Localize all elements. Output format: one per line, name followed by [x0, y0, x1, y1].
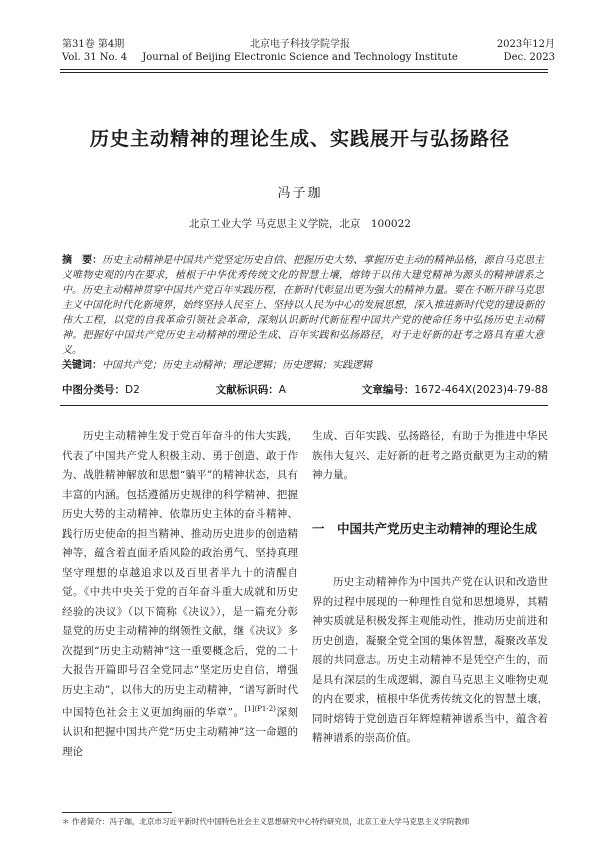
- author-affiliation: 北京工业大学 马克思主义学院，北京 100022: [189, 218, 411, 230]
- header-date: [497, 38, 555, 64]
- abstract-text: 历史主动精神是中国共产党坚定历史自信、把握历史大势、掌握历史主动的精神品格，源自马克思主义唯物史观的内在要求，植根于中华优秀传统文化的智慧土壤，熔铸于以伟大建党精神为源头的精神谱系之中。历史主动精神贯穿中国共产党百年实践历程，在新时代彰显出更为强大的精神力量。要在不断开辟马克思主义中国化时代化新境界，始终坚持人民至上、坚持以人民为中心的发展思想，深入推进新时代党的建设新的伟大工程，以党的自我革命引领社会革命，深刻认识新时代新征程中国共产党的使命任务中弘扬历史主动精神。把握好中国共产党历史主动精神的理论生成、百年实践和弘扬路径，对于走好新的赶考之路具有重大意义。: [62, 255, 545, 356]
- author-name: 冯子珈: [277, 186, 323, 201]
- classification-row: [62, 382, 548, 397]
- document-code-value: A: [278, 384, 286, 396]
- para-text: 历史主动精神生发于党百年奋斗的伟大实践，代表了中国共产党人积极主动、勇于创造、敢于作为、战胜精神解放和思想“躺平”的精神状态，具有丰富的内涵。包括遵循历史规律的科学精神、把握历史大势的主动精神、依靠历史主体的奋斗精神、践行历史使命的担当精神、推动历史进步的创造精神等，蕴含着直面矛盾风险的政治勇气、坚持真理坚守理想的卓越追求以及百里者半九十的清醒自觉。《中共中央关于党的百年奋斗重大成就和历史经验的决议》（以下简称《决议》），是一篇充分彰显党的历史主动精神的纲领性文献，继《决议》多次提到“历史主动精神”这一重要概念后，党的二十大报告开篇即号召全党同志“坚定历史自信，增强历史主动”，以伟大的历史主动精神，“谱写新时代中国特色社会主义更加绚丽的华章”。: [62, 430, 298, 719]
- header-volume: [62, 38, 127, 64]
- journal-name-cn: 北京电子科技学院学报: [250, 39, 350, 50]
- volume-en: Vol. 31 No. 4: [62, 52, 128, 63]
- document-code-label: 文献标识码：: [215, 384, 279, 396]
- date-cn: 2023年12月: [496, 39, 555, 50]
- header-rule-thin: [60, 72, 548, 73]
- right-column-top: [312, 427, 548, 486]
- abstract: [62, 253, 544, 358]
- para-text-cont: 深刻认识和把握中国共产党“历史主动精神”这一命题的理论: [62, 706, 299, 758]
- section-heading: 一 中国共产党历史主动精神的理论生成: [312, 521, 538, 536]
- footnote: ＊ 作者简介：冯子珈，北京市习近平新时代中国特色社会主义思想研究中心特约研究员，北京工业大学马克思主义学院教师: [62, 817, 470, 826]
- footnote-rule: [62, 812, 172, 813]
- header-rule: [60, 69, 548, 70]
- keywords-text: 中国共产党；历史主动精神；理论逻辑；历史逻辑；实践逻辑: [102, 360, 372, 371]
- date-en: Dec. 2023: [503, 52, 555, 63]
- header-journal: [120, 38, 480, 64]
- document-code: [216, 382, 286, 397]
- keywords-label: 关键词：: [62, 360, 102, 371]
- body-paragraph-cont: 生成、百年实践、弘扬路径，有助于为推进中华民族伟大复兴、走好新的赶考之路贡献更为主动的精神力量。: [312, 430, 548, 481]
- article-number-value: 1672-464X(2023)4-79-88: [414, 384, 548, 396]
- article-number-label: 文章编号：: [361, 384, 415, 396]
- article-title: 历史主动精神的理论生成、实践展开与弘扬路径: [89, 128, 510, 150]
- left-column: [62, 427, 298, 762]
- body-paragraph: 历史主动精神作为中国共产党在认识和改造世界的过程中展现的一种理性自觉和思想境界，其精神实质就是积极发挥主观能动性，推动历史前进和历史创造，凝聚全党全国的集体智慧，凝聚改革发展的共同意志。历史主动精神不是凭空产生的，而是具有深层的生成逻辑，源自马克思主义唯物史观的内在要求，植根中华优秀传统文化的智慧土壤，同时熔铸于党创造百年辉煌精神谱系当中，蕴含着精神谱系的崇高价值。: [312, 576, 548, 744]
- volume-cn: 第31卷 第4期: [62, 39, 125, 50]
- journal-name-en: Journal of Beijing Electronic Science and Technology Institute: [142, 52, 458, 63]
- right-column-body: [312, 573, 548, 749]
- abstract-label: 摘 要：: [62, 255, 103, 266]
- clc-code: [62, 382, 140, 397]
- body-paragraph: [62, 427, 298, 762]
- keywords: [62, 359, 544, 373]
- citation-mark: [1](P1-2): [244, 705, 276, 713]
- clc-label: 中图分类号：: [62, 384, 125, 396]
- abstract-rule: [60, 405, 548, 406]
- clc-value: D2: [125, 384, 140, 396]
- article-number: [362, 382, 548, 397]
